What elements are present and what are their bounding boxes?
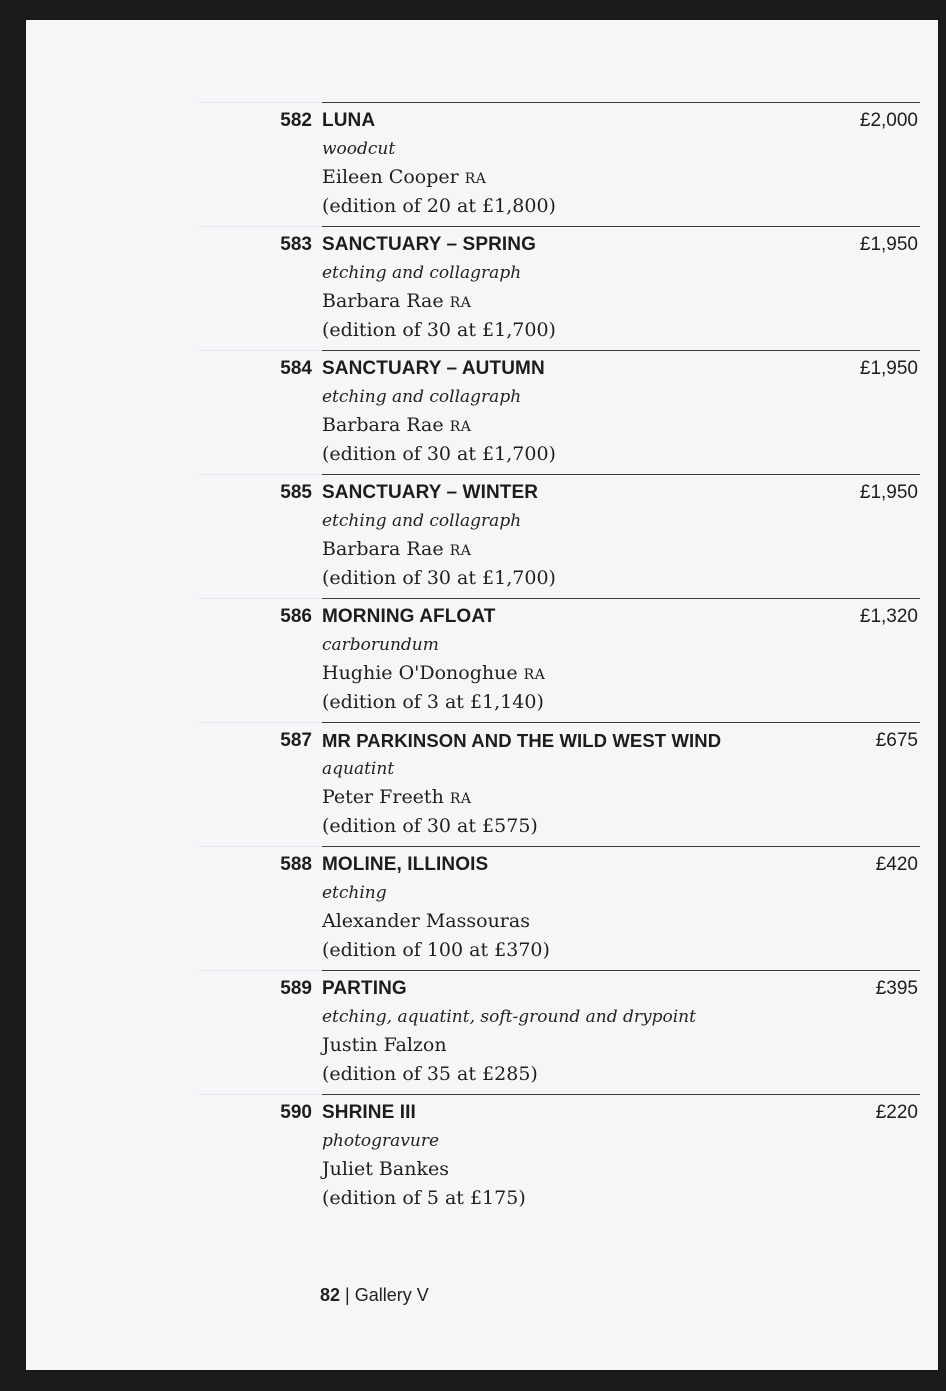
entry-divider: [322, 474, 920, 475]
lot-number: 589: [280, 978, 312, 999]
entry-divider: [322, 598, 920, 599]
entry-divider: [322, 722, 920, 723]
artist-name: [322, 414, 471, 436]
catalogue-entry-586: [26, 598, 938, 722]
lot-number: 583: [280, 234, 312, 255]
catalogue-entry-589: [26, 970, 938, 1094]
artwork-price: £1,950: [859, 482, 918, 503]
artwork-title: LUNA: [322, 110, 376, 131]
artist-name: [322, 1034, 447, 1056]
artwork-title: SANCTUARY – AUTUMN: [322, 358, 545, 379]
artist-name-text: Peter Freeth: [322, 786, 444, 808]
artwork-title: MOLINE, ILLINOIS: [322, 854, 489, 875]
artwork-medium: etching and collagraph: [322, 511, 522, 531]
edition-info: (edition of 30 at £1,700): [322, 443, 556, 465]
artwork-price: £1,320: [859, 606, 918, 627]
artwork-medium: etching and collagraph: [322, 387, 522, 407]
edition-info: (edition of 30 at £1,700): [322, 567, 556, 589]
artwork-price: £395: [875, 978, 918, 999]
section-name: Gallery V: [354, 1285, 429, 1305]
lot-number: 584: [280, 358, 312, 379]
edition-info: (edition of 30 at £575): [322, 815, 538, 837]
artist-name-text: Eileen Cooper: [322, 166, 459, 188]
catalogue-entry-585: [26, 474, 938, 598]
ra-suffix: RA: [449, 791, 472, 807]
ra-suffix: RA: [449, 295, 472, 311]
lot-number: 588: [280, 854, 312, 875]
artwork-price: £1,950: [859, 234, 918, 255]
artist-name-text: Juliet Bankes: [322, 1158, 449, 1180]
lot-number: 587: [280, 730, 312, 751]
catalogue-entry-587: [26, 722, 938, 846]
artwork-price: £2,000: [859, 110, 918, 131]
artwork-title: MR PARKINSON AND THE WILD WEST WIND: [322, 730, 722, 751]
artwork-title: PARTING: [322, 978, 407, 999]
edition-info: (edition of 35 at £285): [322, 1063, 538, 1085]
artwork-medium: photogravure: [322, 1131, 440, 1151]
artist-name: [322, 166, 486, 188]
lot-number: 585: [280, 482, 312, 503]
artist-name: [322, 1158, 449, 1180]
edition-info: (edition of 3 at £1,140): [322, 691, 544, 713]
artwork-price: £1,950: [859, 358, 918, 379]
edition-info: (edition of 100 at £370): [322, 939, 550, 961]
entry-divider: [322, 1094, 920, 1095]
artist-name-text: Alexander Massouras: [322, 910, 530, 932]
ra-suffix: RA: [464, 171, 487, 187]
artwork-title: SANCTUARY – SPRING: [322, 234, 537, 255]
artwork-medium: aquatint: [322, 759, 395, 779]
catalogue-entry-588: [26, 846, 938, 970]
ra-suffix: RA: [523, 667, 546, 683]
entry-divider: [322, 970, 920, 971]
lot-number: 590: [280, 1102, 312, 1123]
catalogue-page: [26, 20, 938, 1370]
lot-number: 582: [280, 110, 312, 131]
artist-name-text: Barbara Rae: [322, 538, 444, 560]
artwork-price: £675: [875, 730, 918, 751]
catalogue-entry-590: [26, 1094, 938, 1218]
entry-divider: [322, 846, 920, 847]
artwork-medium: woodcut: [322, 139, 396, 159]
artwork-price: £220: [875, 1102, 918, 1123]
artist-name-text: Hughie O'Donoghue: [322, 662, 518, 684]
entry-divider: [322, 102, 920, 103]
artist-name-text: Barbara Rae: [322, 414, 444, 436]
artwork-title: SANCTUARY – WINTER: [322, 482, 539, 503]
entry-divider: [322, 226, 920, 227]
page-footer: [320, 1285, 429, 1306]
artwork-price: £420: [875, 854, 918, 875]
artwork-medium: carborundum: [322, 635, 439, 655]
artist-name-text: Justin Falzon: [322, 1034, 447, 1056]
edition-info: (edition of 30 at £1,700): [322, 319, 556, 341]
artwork-title: MORNING AFLOAT: [322, 606, 496, 627]
artist-name: [322, 662, 545, 684]
footer-separator: |: [345, 1285, 350, 1305]
artwork-medium: etching, aquatint, soft-ground and drypoint: [322, 1007, 696, 1027]
ra-suffix: RA: [449, 543, 472, 559]
edition-info: (edition of 5 at £175): [322, 1187, 526, 1209]
catalogue-entry-582: [26, 102, 938, 226]
catalogue-entry-584: [26, 350, 938, 474]
artist-name-text: Barbara Rae: [322, 290, 444, 312]
artist-name: [322, 786, 472, 808]
artist-name: [322, 538, 471, 560]
ra-suffix: RA: [449, 419, 472, 435]
lot-number: 586: [280, 606, 312, 627]
artist-name: [322, 910, 530, 932]
artwork-medium: etching and collagraph: [322, 263, 522, 283]
entry-divider: [322, 350, 920, 351]
artwork-title: SHRINE III: [322, 1102, 416, 1123]
artist-name: [322, 290, 471, 312]
artwork-medium: etching: [322, 883, 387, 903]
page-number: 82: [320, 1285, 341, 1305]
edition-info: (edition of 20 at £1,800): [322, 195, 556, 217]
catalogue-entry-583: [26, 226, 938, 350]
